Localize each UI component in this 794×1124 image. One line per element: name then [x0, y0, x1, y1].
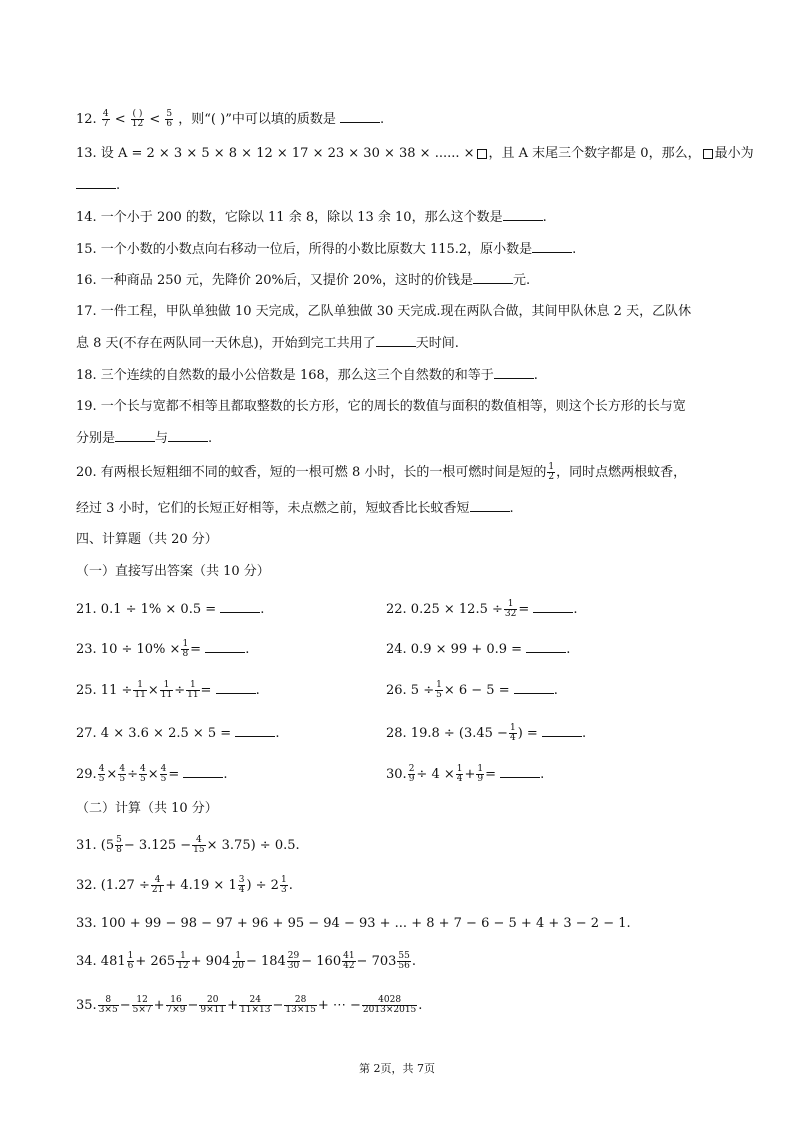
q32-fraction-1: $\frac{4}{21}$	[151, 875, 164, 895]
q31-op: − 3.125 −	[123, 838, 192, 853]
less-than: <	[149, 112, 161, 127]
minus: −	[272, 998, 284, 1013]
less-than: <	[114, 112, 126, 127]
q22-fraction: $\frac{1}{32}$	[504, 599, 517, 619]
q19-text-2: 分别是	[76, 431, 116, 446]
answer-blank[interactable]	[76, 176, 116, 189]
q20-text-b: ，同时点燃两根蚊香，	[556, 465, 687, 480]
q26-text: 26. 5 ÷	[386, 683, 435, 698]
plus: +	[153, 998, 165, 1013]
answer-blank[interactable]	[340, 110, 380, 123]
q20-text-2: 经过 3 小时，它们的长短正好相等，未点燃之前，短蚊香比长蚊香短	[76, 501, 470, 516]
q23-text: 23. 10 ÷ 10% ×	[76, 642, 181, 657]
q25-fraction-2: $\frac{1}{11}$	[160, 680, 173, 700]
question-31	[76, 836, 300, 855]
q30-fraction-1: $\frac{2}{9}$	[408, 764, 415, 784]
plus: +	[464, 767, 476, 782]
answer-blank[interactable]	[514, 681, 554, 694]
q33-text: 33. 100 + 99 − 98 − 97 + 96 + 95 − 94 − 93 + ... + 8 + 7 − 6 − 5 + 4 + 3 − 2 − 1.	[76, 916, 631, 931]
question-21: 21. 0.1 ÷ 1% × 0.5 = .	[76, 602, 265, 617]
q20-text: 20. 有两根长短粗细不同的蚊香，短的一根可燃 8 小时，长的一根可燃时间是短的	[76, 465, 547, 480]
q13-text: 13. 设 A = 2 × 3 × 5 × 8 × 12 × 17 × 23 × 30 × 38 × ...... ×	[76, 146, 475, 161]
question-19-line-1	[76, 398, 686, 416]
q26-fraction: $\frac{1}{5}$	[436, 680, 442, 700]
q17-text: 17. 一件工程，甲队单独做 10 天完成，乙队单独做 30 天完成.现在两队合做，其间甲队休息 2 天，乙队休	[76, 304, 692, 319]
equals: =	[200, 683, 212, 698]
q29-fraction-1: $\frac{4}{5}$	[98, 764, 105, 784]
question-34	[76, 952, 416, 971]
question-15: 15. 一个小数的小数点向右移动一位后，所得的小数比原数大 115.2，原小数是 .	[76, 242, 577, 257]
q30-fraction-2: $\frac{1}{4}$	[456, 764, 463, 784]
q17-tail: 天时间.	[415, 336, 459, 351]
equals: =	[485, 767, 497, 782]
question-17-line-2	[76, 334, 459, 353]
q28-fraction: $\frac{1}{4}$	[509, 723, 516, 743]
question-32	[76, 876, 293, 895]
question-26: 26. 5 ÷ $\frac{1}{5}$ × 6 − 5 = .	[386, 680, 558, 700]
period: .	[116, 178, 121, 193]
question-13	[76, 145, 754, 163]
q34-op-5: − 703	[356, 954, 397, 969]
q12-text: ，则“( )”中可以填的质数是	[178, 112, 336, 127]
question-30: 30. $\frac{2}{9}$ ÷ 4 × $\frac{1}{4}$ + $\frac{1}{9}$ = .	[386, 764, 545, 784]
page-footer: 第 2页，共 7页	[359, 1062, 435, 1075]
q34-op-2: + 904	[190, 954, 231, 969]
question-20-line-1	[76, 463, 686, 482]
answer-blank[interactable]	[220, 600, 260, 613]
subsection-heading-1: （一）直接写出答案（共 10 分）	[76, 564, 270, 579]
q15-text: 15. 一个小数的小数点向右移动一位后，所得的小数比原数大 115.2，原小数是	[76, 242, 533, 257]
q34-op-1: + 265	[135, 954, 176, 969]
q32-op-2: ) ÷ 2	[246, 878, 279, 893]
answer-blank[interactable]	[216, 681, 256, 694]
q25-fraction-1: $\frac{1}{11}$	[134, 680, 146, 700]
question-19-line-2: 分别是 与 .	[76, 431, 213, 446]
q35-fraction-7: $\frac{4028}{2013\times 2015}$	[362, 995, 417, 1015]
q16-unit: 元.	[512, 273, 531, 288]
equals: =	[518, 602, 530, 617]
q35-fraction-1: $\frac{8}{3\times 5}$	[98, 995, 118, 1015]
q25-fraction-3: $\frac{1}{11}$	[187, 680, 199, 700]
divide: ÷	[127, 767, 138, 782]
q12-fraction-1: $\frac{4}{7}$	[102, 109, 109, 129]
q29-fraction-4: $\frac{4}{5}$	[160, 764, 167, 784]
question-24: 24. 0.9 × 99 + 0.9 = .	[386, 642, 571, 657]
question-13-answer	[76, 176, 120, 195]
question-28: 28. 19.8 ÷ (3.45 − $\frac{1}{4}$ ) = .	[386, 723, 587, 743]
q34-text: 34. 481	[76, 954, 126, 969]
period: .	[379, 112, 385, 127]
q26-text-b: × 6 − 5 =	[443, 683, 510, 698]
question-12	[76, 110, 384, 129]
times: ×	[106, 767, 118, 782]
q12-fraction-2: $\frac{( )}{12}$	[131, 109, 144, 129]
q23-fraction: $\frac{1}{8}$	[182, 639, 189, 659]
q34-fraction-6: $\frac{55}{56}$	[398, 951, 410, 971]
q24-text: 24. 0.9 × 99 + 0.9 =	[386, 642, 523, 657]
q14-text: 14. 一个小于 200 的数，它除以 11 余 8，除以 13 余 10，那么这个数是	[76, 210, 503, 225]
q25-text: 25. 11 ÷	[76, 683, 133, 698]
question-17-line-1	[76, 303, 691, 321]
q30-op-1: ÷ 4 ×	[416, 767, 455, 782]
question-25: 25. 11 ÷ $\frac{1}{11}$ × $\frac{1}{11}$ ÷ $\frac{1}{11}$ = .	[76, 680, 260, 700]
answer-blank[interactable]	[168, 429, 208, 442]
q20-fraction: $\frac{1}{2}$	[548, 462, 555, 482]
q22-text: 22. 0.25 × 12.5 ÷	[386, 602, 503, 617]
q29-number: 29.	[76, 767, 97, 782]
subsection-heading-2: （二）计算（共 10 分）	[76, 801, 218, 816]
answer-blank[interactable]	[235, 724, 275, 737]
q32-text: 32. (1.27 ÷	[76, 878, 150, 893]
answer-blank[interactable]	[500, 765, 540, 778]
q34-fraction-3: $\frac{1}{20}$	[232, 951, 244, 971]
q28-text: 28. 19.8 ÷ (3.45 −	[386, 726, 508, 741]
minus: −	[187, 998, 199, 1013]
q30-fraction-3: $\frac{1}{9}$	[477, 764, 484, 784]
q35-fraction-5: $\frac{24}{11\times 13}$	[240, 995, 271, 1015]
q34-fraction-2: $\frac{1}{12}$	[177, 951, 189, 971]
q34-op-3: − 184	[245, 954, 286, 969]
box-icon	[703, 149, 713, 159]
q29-fraction-3: $\frac{4}{5}$	[139, 764, 146, 784]
answer-blank[interactable]	[205, 640, 245, 653]
q13-text-b: ，且 A 末尾三个数字都是 0，那么，	[488, 146, 701, 161]
minus: −	[119, 998, 131, 1013]
question-35	[76, 996, 422, 1015]
q35-fraction-6: $\frac{28}{13\times 15}$	[285, 995, 316, 1015]
question-33	[76, 915, 631, 933]
q34-fraction-5: $\frac{41}{42}$	[343, 951, 355, 971]
section-heading: 四、计算题（共 20 分）	[76, 532, 218, 547]
q29-fraction-2: $\frac{4}{5}$	[119, 764, 126, 784]
question-18: 18. 三个连续的自然数的最小公倍数是 168，那么这三个自然数的和等于 .	[76, 368, 538, 383]
answer-blank[interactable]	[473, 271, 513, 284]
q19-text: 19. 一个长与宽都不相等且都取整数的长方形，它的周长的数值与面积的数值相等，则这个长方形的长与宽	[76, 399, 686, 414]
times: ×	[147, 767, 159, 782]
divide: ÷	[174, 683, 186, 698]
q35-number: 35.	[76, 998, 97, 1013]
question-14: 14. 一个小于 200 的数，它除以 11 余 8，除以 13 余 10，那么这个数是 .	[76, 210, 547, 225]
answer-blank[interactable]	[376, 334, 416, 347]
answer-blank[interactable]	[533, 600, 573, 613]
q32-op-1: + 4.19 × 1	[165, 878, 237, 893]
question-27: 27. 4 × 3.6 × 2.5 × 5 = .	[76, 726, 280, 741]
period: .	[288, 878, 293, 893]
q34-fraction-4: $\frac{29}{30}$	[287, 951, 300, 971]
q12-fraction-3: $\frac{5}{6}$	[166, 109, 173, 129]
question-29: 29. $\frac{4}{5}$ × $\frac{4}{5}$ ÷ $\frac{4}{5}$ × $\frac{4}{5}$ = .	[76, 764, 228, 784]
q13-text-c: 最小为	[714, 146, 754, 161]
times: ×	[147, 683, 159, 698]
question-16	[76, 271, 530, 290]
question-23: 23. 10 ÷ 10% × $\frac{1}{8}$ = .	[76, 639, 250, 659]
q18-text: 18. 三个连续的自然数的最小公倍数是 168，那么这三个自然数的和等于	[76, 368, 494, 383]
q31-fraction-2: $\frac{4}{15}$	[193, 835, 205, 855]
q34-fraction-1: $\frac{1}{6}$	[127, 951, 134, 971]
q35-ellipsis: + ⋯ −	[317, 998, 361, 1013]
plus: +	[227, 998, 239, 1013]
answer-blank[interactable]	[183, 765, 223, 778]
period: .	[418, 998, 423, 1013]
question-20-line-2: 经过 3 小时，它们的长短正好相等，未点燃之前，短蚊香比长蚊香短 .	[76, 501, 514, 516]
answer-blank[interactable]	[115, 429, 155, 442]
q32-fraction-2: $\frac{3}{4}$	[238, 875, 245, 895]
period: .	[411, 954, 416, 969]
equals: =	[190, 642, 202, 657]
q30-number: 30.	[386, 767, 407, 782]
q12-number: 12.	[76, 112, 97, 127]
q32-fraction-3: $\frac{1}{3}$	[280, 875, 287, 895]
q21-text: 21. 0.1 ÷ 1% × 0.5 =	[76, 602, 217, 617]
q31-text: 31. (5	[76, 838, 115, 853]
answer-blank[interactable]	[542, 724, 582, 737]
answer-blank[interactable]	[532, 240, 572, 253]
equals: =	[168, 767, 180, 782]
question-22: 22. 0.25 × 12.5 ÷ $\frac{1}{32}$ = .	[386, 599, 578, 619]
q28-text-b: ) =	[517, 726, 538, 741]
q34-op-4: − 160	[301, 954, 342, 969]
q16-text: 16. 一种商品 250 元，先降价 20%后，又提价 20%，这时的价钱是	[76, 273, 473, 288]
q31-fraction-1: $\frac{5}{8}$	[116, 835, 122, 855]
answer-blank[interactable]	[526, 640, 566, 653]
answer-blank[interactable]	[503, 208, 543, 221]
q35-fraction-4: $\frac{20}{9\times 11}$	[200, 995, 226, 1015]
q35-fraction-3: $\frac{16}{7\times 9}$	[166, 995, 186, 1015]
q35-fraction-2: $\frac{12}{5\times 7}$	[132, 995, 152, 1015]
answer-blank[interactable]	[494, 366, 534, 379]
q19-and: 与	[155, 431, 169, 446]
q27-text: 27. 4 × 3.6 × 2.5 × 5 =	[76, 726, 232, 741]
answer-blank[interactable]	[470, 499, 510, 512]
q17-text-2: 息 8 天(不存在两队同一天休息)，开始到完工共用了	[76, 336, 376, 351]
q31-tail: × 3.75) ÷ 0.5.	[206, 838, 300, 853]
box-icon	[477, 149, 487, 159]
